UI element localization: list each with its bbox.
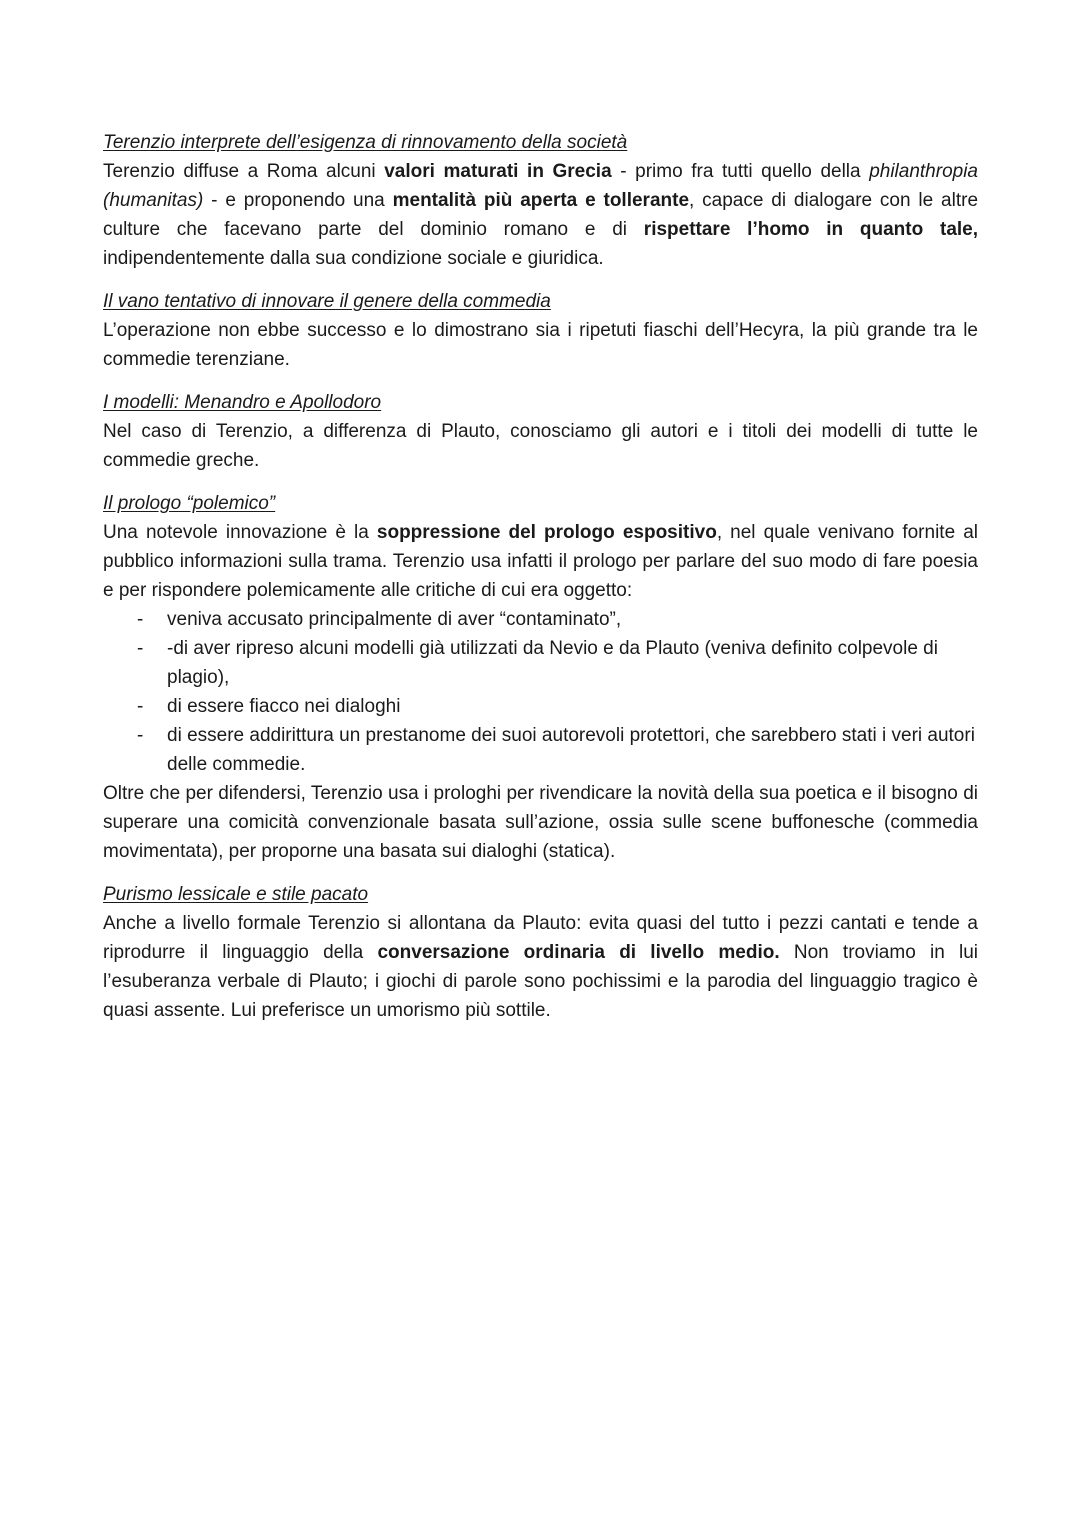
- bold-text: rispettare l’homo in quanto tale,: [643, 219, 979, 240]
- list-item: - veniva accusato principalmente di aver “contaminato”,: [167, 605, 978, 634]
- section-prologo: [103, 489, 978, 866]
- text-run: Una notevole innovazione è la: [103, 522, 377, 543]
- text-run: , capace di dialogare con le altre culture che facevano parte del dominio romano e di: [103, 190, 979, 240]
- list-item: - di essere fiacco nei dialoghi: [167, 692, 978, 721]
- document-page: [103, 128, 978, 1039]
- section-modelli: [103, 388, 978, 475]
- section-purismo: [103, 880, 978, 1025]
- bold-text: conversazione ordinaria di livello medio.: [377, 942, 780, 963]
- list-item: - -di aver ripreso alcuni modelli già utilizzati da Nevio e da Plauto (veniva definito colpevole di plagio),: [167, 634, 978, 692]
- text-run: L’operazione non ebbe successo e lo dimostrano sia i ripetuti fiaschi dell’Hecyra, la più grande tra le commedie terenziane.: [103, 320, 978, 370]
- section-tentativo: [103, 287, 978, 374]
- text-run: , nel quale venivano fornite al pubblico informazioni sulla trama. Terenzio usa infatti il prologo per parlare del suo modo di fare poesia e per rispondere polemicamente alle critiche di cui era oggetto:: [103, 522, 979, 601]
- section-rinnovamento: [103, 128, 978, 273]
- bold-text: valori maturati in Grecia: [384, 161, 612, 182]
- section-paragraph: [103, 157, 978, 273]
- text-run: indipendentemente dalla sua condizione sociale e giuridica.: [103, 248, 604, 269]
- section-paragraph: [103, 417, 978, 475]
- section-heading: Il prologo “polemico”: [103, 493, 276, 514]
- section-paragraph: [103, 779, 978, 866]
- bold-text: mentalità più aperta e tollerante: [392, 190, 690, 211]
- list-item: - di essere addirittura un prestanome dei suoi autorevoli protettori, che sarebbero stati i veri autori delle commedie.: [167, 721, 978, 779]
- section-paragraph: [103, 518, 978, 605]
- section-heading: I modelli: Menandro e Apollodoro: [103, 392, 382, 413]
- section-heading: Il vano tentativo di innovare il genere della commedia: [103, 291, 551, 312]
- bold-text: soppressione del prologo espositivo: [376, 522, 717, 543]
- criticism-list: [103, 605, 978, 779]
- text-run: Terenzio diffuse a Roma alcuni: [103, 161, 385, 182]
- text-run: Anche a livello formale Terenzio si allontana da Plauto: evita quasi del tutto i pezzi cantati e tende a riprodurre il linguaggio della: [103, 913, 978, 963]
- section-heading: Purismo lessicale e stile pacato: [103, 884, 369, 905]
- text-run: - e proponendo una: [203, 190, 393, 211]
- section-heading: Terenzio interprete dell’esigenza di rinnovamento della società: [103, 132, 628, 153]
- text-run: Non troviamo in lui l’esuberanza verbale di Plauto; i giochi di parole sono pochissimi e la parodia del linguaggio tragico è quasi assente. Lui preferisce un umorismo più sottile.: [103, 942, 979, 1021]
- section-paragraph: [103, 316, 978, 374]
- text-run: Nel caso di Terenzio, a differenza di Plauto, conosciamo gli autori e i titoli dei modelli di tutte le commedie greche.: [103, 421, 978, 471]
- italic-text: philanthropia (humanitas): [103, 161, 978, 211]
- text-run: Oltre che per difendersi, Terenzio usa i prologhi per rivendicare la novità della sua poetica e il bisogno di superare una comicità convenzionale basata sull’azione, ossia sulle scene buffonesche (commedia movimentata), per proporne una basata sui dialoghi (statica).: [103, 783, 978, 862]
- section-paragraph: [103, 909, 978, 1025]
- text-run: - primo fra tutti quello della: [611, 161, 870, 182]
